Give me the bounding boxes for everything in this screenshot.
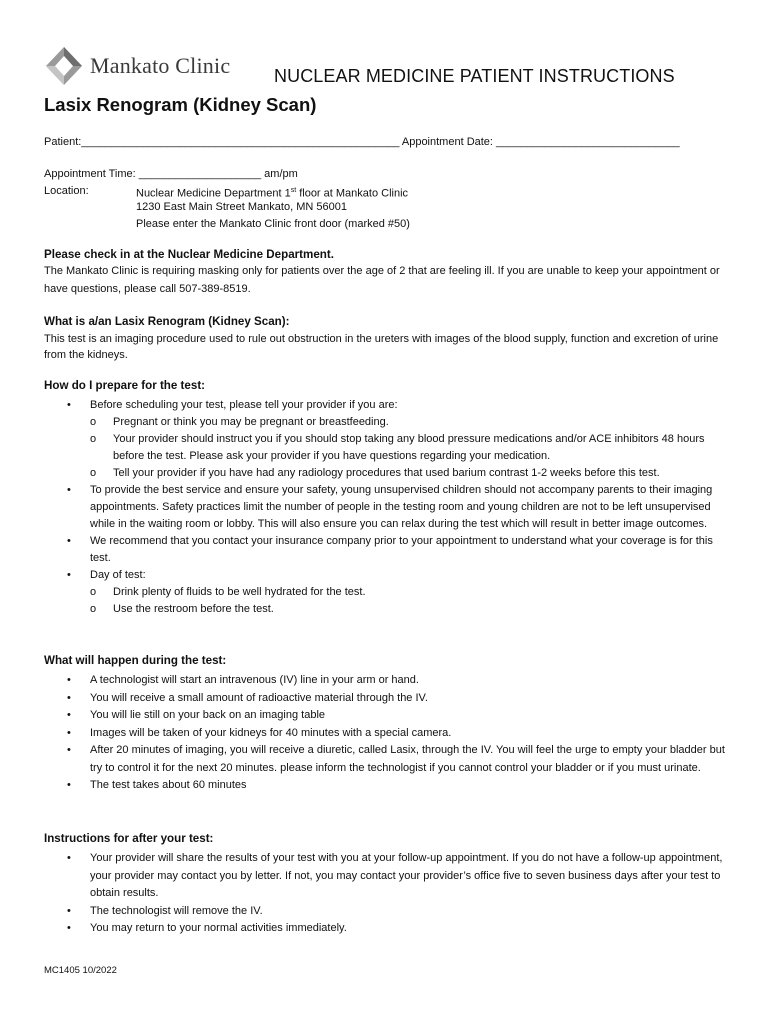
bullet: •: [67, 904, 71, 917]
location-line-2: 1230 East Main Street Mankato, MN 56001: [136, 201, 347, 213]
during-list: [44, 672, 734, 795]
bullet: •: [67, 726, 71, 739]
bullet: •: [67, 484, 71, 496]
what-text: This test is an imaging procedure used to rule out obstruction in the ureters with images of the blood supply, function and excretion of urine from the kidneys.: [44, 333, 719, 361]
bullet: •: [67, 569, 71, 581]
bullet: •: [67, 922, 71, 934]
after-list: [44, 850, 734, 938]
sub-bullet: o: [90, 433, 97, 445]
sub-list-item-text: Use the restroom before the test.: [113, 603, 274, 615]
list-item-text: Images will be taken of your kidneys for 40 minutes with a special camera.: [90, 726, 452, 739]
location-line-1-text: Nuclear Medicine Department 1: [136, 187, 291, 200]
bullet: •: [67, 779, 71, 791]
list-item: [44, 397, 734, 482]
sub-list-item: [44, 414, 734, 431]
list-item: [44, 567, 734, 618]
list-item: [44, 672, 734, 690]
prepare-heading: How do I prepare for the test:: [44, 379, 206, 392]
prepare-list: [44, 397, 734, 618]
appointment-time-field: Appointment Time: ____________________ am/pm: [44, 168, 298, 180]
sub-list-item: [44, 465, 734, 482]
list-item: [44, 482, 734, 533]
sub-list-item-text: Tell your provider if you have had any radiology procedures that used barium contrast 1-2 weeks before this test.: [113, 467, 660, 479]
list-item-text: You may return to your normal activities immediately.: [90, 922, 347, 934]
list-item-text: Your provider will share the results of your test with you at your follow-up appointment. If you do not have a follow-up appointment, your provider may contact you by letter. If not, you may contact your provider’s office five to seven business days after your test to obtain results.: [90, 852, 723, 899]
clinic-logo-icon: [44, 46, 84, 86]
location-line-1-text-end: floor at Mankato Clinic: [296, 187, 409, 200]
sub-list-item-text: Drink plenty of fluids to be well hydrated for the test.: [113, 586, 366, 598]
sub-list-item: [44, 584, 734, 601]
checkin-text: The Mankato Clinic is requiring masking only for patients over the age of 2 that are feeling ill. If you are unable to keep your appointment or have questions, please call 507-389-8519.: [44, 265, 720, 295]
location-label: Location:: [44, 185, 89, 197]
list-item: [44, 690, 734, 708]
list-item-text: Day of test:: [90, 569, 146, 581]
document-title: Lasix Renogram (Kidney Scan): [44, 94, 317, 115]
bullet: •: [67, 852, 71, 864]
list-item: [44, 903, 734, 921]
bullet: •: [67, 709, 71, 721]
list-item-text: Before scheduling your test, please tell your provider if you are:: [90, 399, 398, 411]
sub-bullet: o: [90, 416, 97, 428]
list-item: [44, 920, 734, 938]
form-code-footer: MC1405 10/2022: [44, 965, 117, 976]
bullet: •: [67, 744, 71, 756]
sub-list-item: [44, 431, 734, 465]
list-item: [44, 777, 734, 795]
sub-bullet: o: [90, 603, 97, 615]
location-line-3: Please enter the Mankato Clinic front door (marked #50): [136, 218, 410, 230]
sub-list: [90, 414, 734, 482]
list-item-text: The technologist will remove the IV.: [90, 904, 263, 917]
list-item: [44, 850, 734, 903]
list-item: [44, 707, 734, 725]
list-item: [44, 725, 734, 743]
list-item-text: The test takes about 60 minutes: [90, 779, 247, 791]
clinic-logo-text: Mankato Clinic: [90, 53, 231, 78]
list-item-text: We recommend that you contact your insurance company prior to your appointment to understand what your coverage is for this test.: [90, 535, 713, 564]
list-item-text: After 20 minutes of imaging, you will receive a diuretic, called Lasix, through the IV. You will feel the urge to empty your bladder but try to control it for the next 20 minutes. please inform the technologist if you cannot control your bladder or if you must urinate.: [90, 744, 725, 774]
bullet: •: [67, 674, 71, 686]
sub-bullet: o: [90, 586, 97, 598]
bullet: •: [67, 535, 71, 547]
list-item: [44, 742, 734, 777]
patient-field: Patient:____________________________________________________ Appointment Date: ______________________________: [44, 136, 680, 148]
sub-list: [90, 584, 734, 618]
after-heading: Instructions for after your test:: [44, 832, 214, 845]
sub-bullet: o: [90, 467, 97, 479]
clinic-logo: [44, 44, 254, 88]
what-heading: What is a/an Lasix Renogram (Kidney Scan):: [44, 315, 290, 328]
sub-list-item-text: Pregnant or think you may be pregnant or breastfeeding.: [113, 416, 389, 428]
location-superscript: st: [290, 187, 297, 194]
list-item-text: A technologist will start an intravenous (IV) line in your arm or hand.: [90, 674, 419, 686]
document-header: NUCLEAR MEDICINE PATIENT INSTRUCTIONS: [274, 66, 675, 86]
checkin-heading: Please check in at the Nuclear Medicine Department.: [44, 248, 334, 261]
bullet: •: [67, 399, 71, 411]
list-item: [44, 533, 734, 567]
sub-list-item-text: Your provider should instruct you if you should stop taking any blood pressure medications and/or ACE inhibitors 48 hours before the test. Please ask your provider if you have questions regarding your medication.: [113, 433, 705, 462]
sub-list-item: [44, 601, 734, 618]
list-item-text: You will receive a small amount of radioactive material through the IV.: [90, 691, 428, 704]
during-heading: What will happen during the test:: [44, 654, 227, 667]
list-item-text: To provide the best service and ensure your safety, young unsupervised children should not accompany parents to their imaging appointments. Safety practices limit the number of people in the testing room and young children are not to be left unsupervised while in the waiting room or lobby. This will also ensure you can relax during the test which will result in better image outcomes.: [90, 484, 713, 530]
list-item-text: You will lie still on your back on an imaging table: [90, 709, 326, 721]
bullet: •: [67, 691, 71, 704]
